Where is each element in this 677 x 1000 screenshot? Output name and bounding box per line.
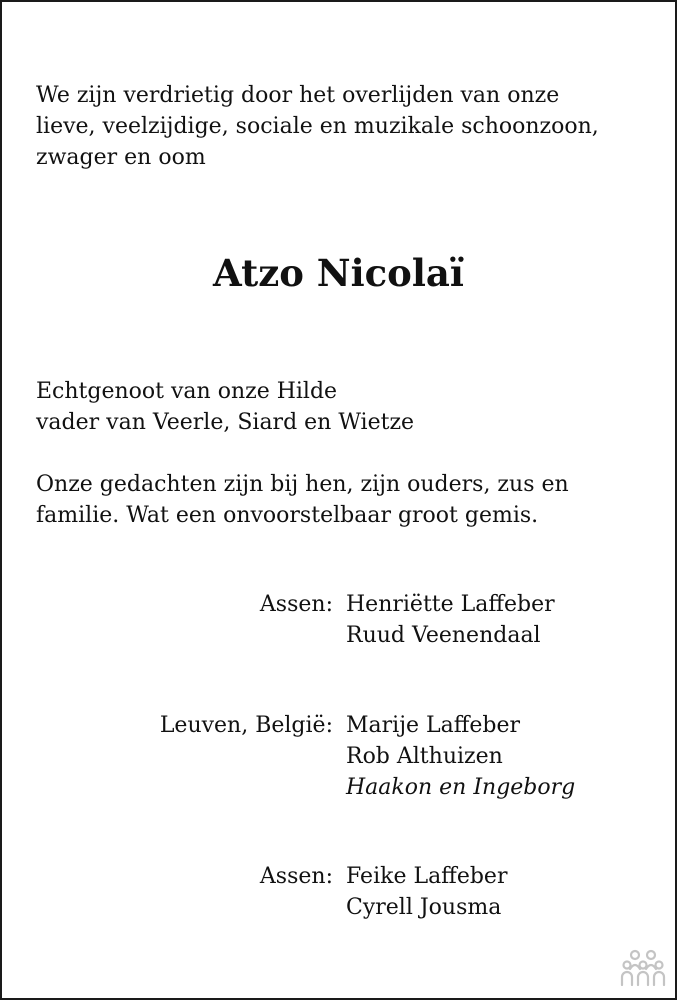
thoughts-text — [36, 469, 646, 531]
spouse-line: Echtgenoot van onze Hilde — [36, 379, 338, 404]
spouse-line: vader van Veerle, Siard en Wietze — [36, 410, 415, 435]
family-place: Assen: — [259, 864, 333, 889]
spouse-text — [36, 376, 646, 438]
intro-line: We zijn verdrietig door het overlijden van onze — [36, 83, 560, 108]
family-children: Haakon en Ingeborg — [346, 775, 576, 800]
family-member: Cyrell Jousma — [346, 895, 502, 920]
family-member: Feike Laffeber — [346, 864, 508, 889]
intro-line: zwager en oom — [36, 145, 206, 170]
people-group-icon — [620, 947, 666, 987]
family-member: Marije Laffeber — [346, 713, 521, 738]
intro-text — [36, 80, 636, 173]
family-member: Ruud Veenendaal — [346, 623, 541, 648]
family-member: Henriëtte Laffeber — [346, 592, 555, 617]
family-place: Assen: — [259, 592, 333, 617]
family-names — [346, 861, 507, 923]
thoughts-line: Onze gedachten zijn bij hen, zijn ouders, zus en — [36, 472, 569, 497]
family-names — [346, 589, 555, 651]
family-names — [346, 710, 575, 803]
thoughts-line: familie. Wat een onvoorstelbaar groot gemis. — [36, 503, 539, 528]
family-member: Rob Althuizen — [346, 744, 503, 769]
deceased-name: Atzo Nicolaï — [213, 251, 464, 295]
intro-line: lieve, veelzijdige, sociale en muzikale schoonzoon, — [36, 114, 599, 139]
family-place: Leuven, België: — [159, 713, 333, 738]
